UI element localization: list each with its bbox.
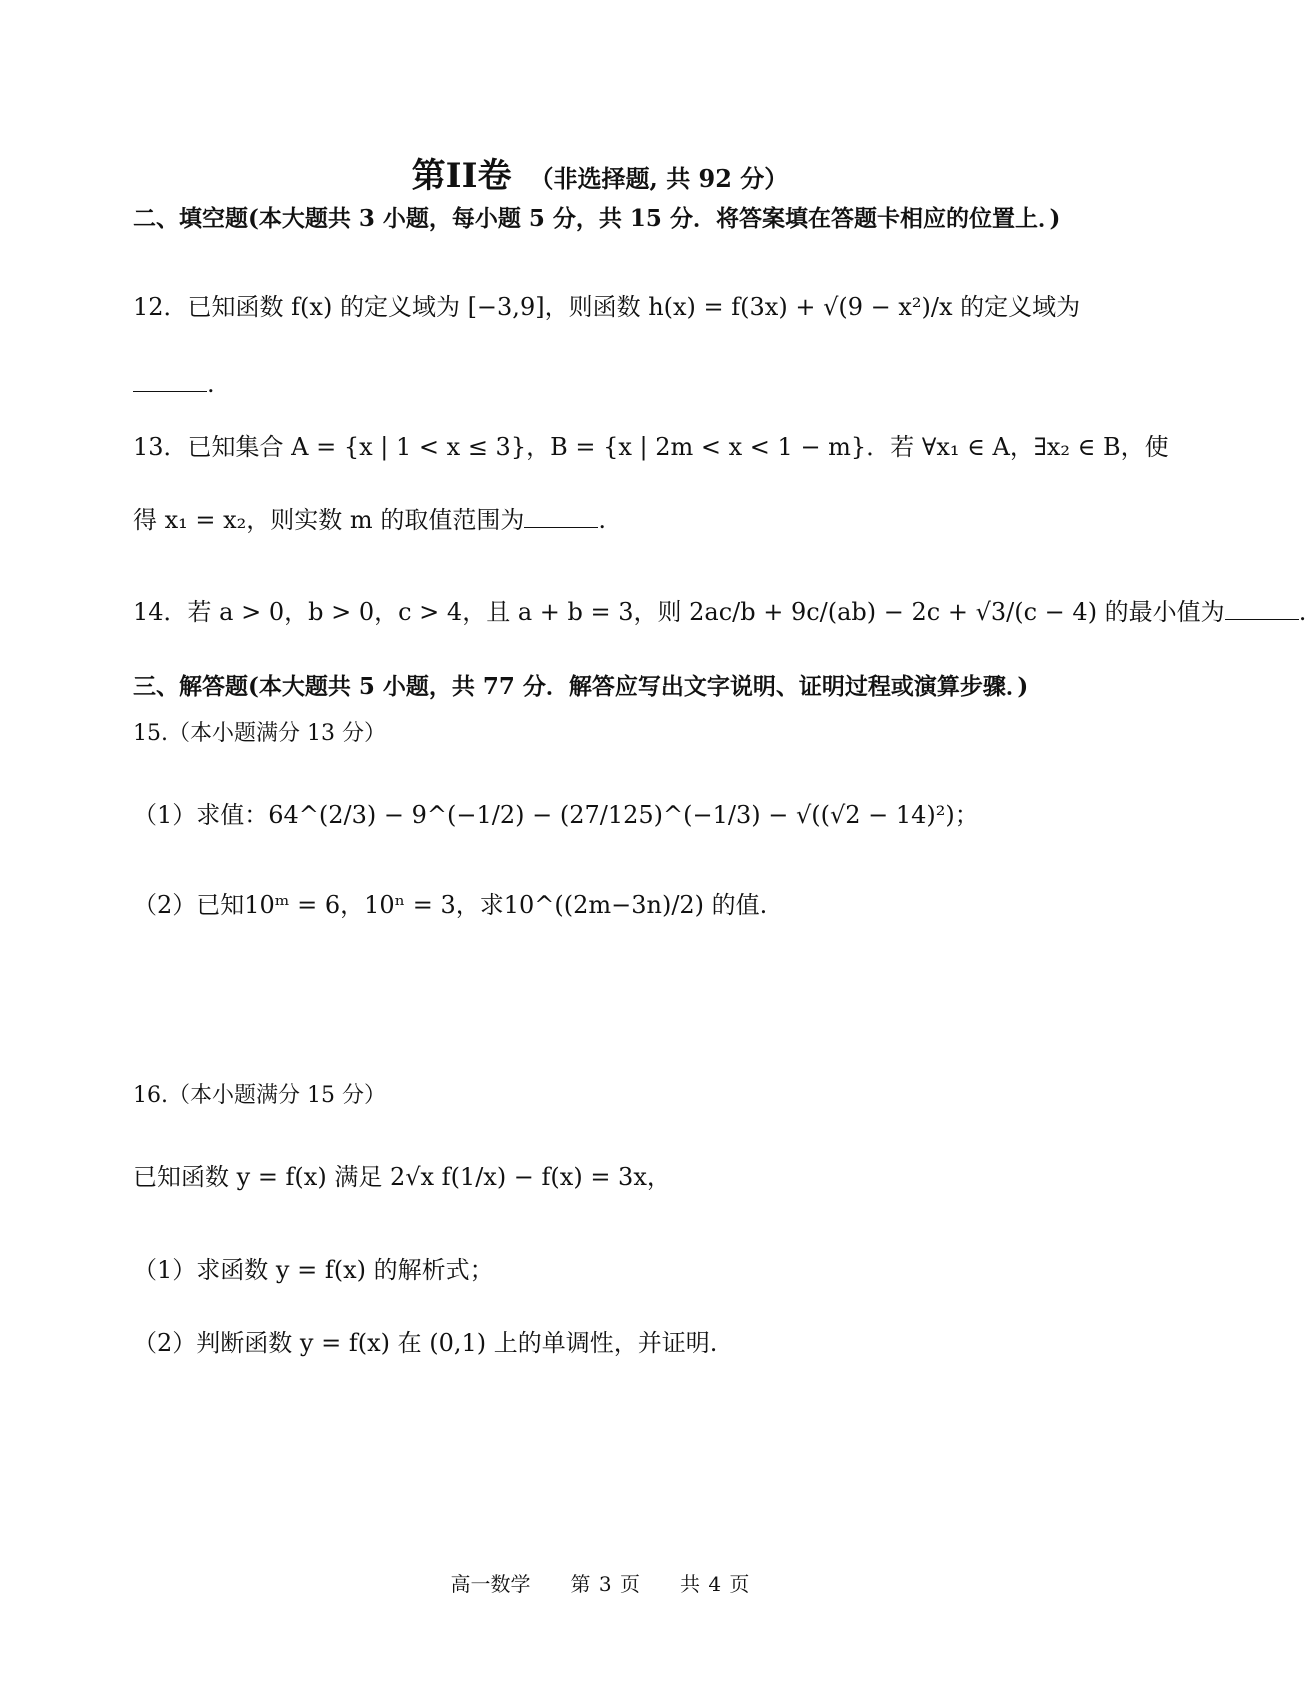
question-13-line1: 13．已知集合 A = {x | 1 < x ≤ 3}，B = {x | 2m < x < 1 − m}．若 ∀x₁ ∈ A，∃x₂ ∈ B，使 [133, 433, 1169, 461]
question-15-part2: （2）已知10ᵐ = 6，10ⁿ = 3，求10^((2m−3n)/2) 的值. [133, 891, 768, 919]
page-footer: 高一数学 第 3 页 共 4 页 [450, 1572, 750, 1596]
answer-blank-14 [1225, 599, 1299, 620]
question-14: 14．若 a > 0，b > 0，c > 4，且 a + b = 3，则 2ac/b + 9c/(ab) − 2c + √3/(c − 4) 的最小值为 . [133, 598, 1306, 626]
section-3-heading: 三、解答题(本大题共 5 小题，共 77 分．解答应写出文字说明、证明过程或演算步骤．) [133, 673, 1029, 700]
question-16-stem: 已知函数 y = f(x) 满足 2√x f(1/x) − f(x) = 3x， [133, 1163, 671, 1191]
answer-blank-13 [524, 507, 598, 528]
section-2-heading: 二、填空题(本大题共 3 小题，每小题 5 分，共 15 分．将答案填在答题卡相应的位置上．) [133, 205, 1061, 232]
volume-title: 第II卷 [411, 156, 512, 196]
question-15-title: 15.（本小题满分 13 分） [133, 721, 386, 746]
answer-blank-12 [133, 371, 207, 392]
question-13-line2: 得 x₁ = x₂，则实数 m 的取值范围为 . [133, 506, 606, 534]
question-16-title: 16.（本小题满分 15 分） [133, 1083, 386, 1108]
question-12-line2: . [133, 370, 215, 398]
question-16-part1: （1）求函数 y = f(x) 的解析式； [133, 1256, 494, 1284]
question-12-line1: 12．已知函数 f(x) 的定义域为 [−3,9]，则函数 h(x) = f(3x) + √(9 − x²)/x 的定义域为 [133, 293, 1081, 321]
question-15-part1: （1）求值：64^(2/3) − 9^(−1/2) − (27/125)^(−1/3) − √((√2 − 14)²)； [133, 801, 979, 829]
page-title [0, 148, 1200, 197]
question-16-part2: （2）判断函数 y = f(x) 在 (0,1) 上的单调性，并证明. [133, 1329, 718, 1357]
volume-subtitle: （非选择题, 共 92 分） [529, 164, 789, 193]
